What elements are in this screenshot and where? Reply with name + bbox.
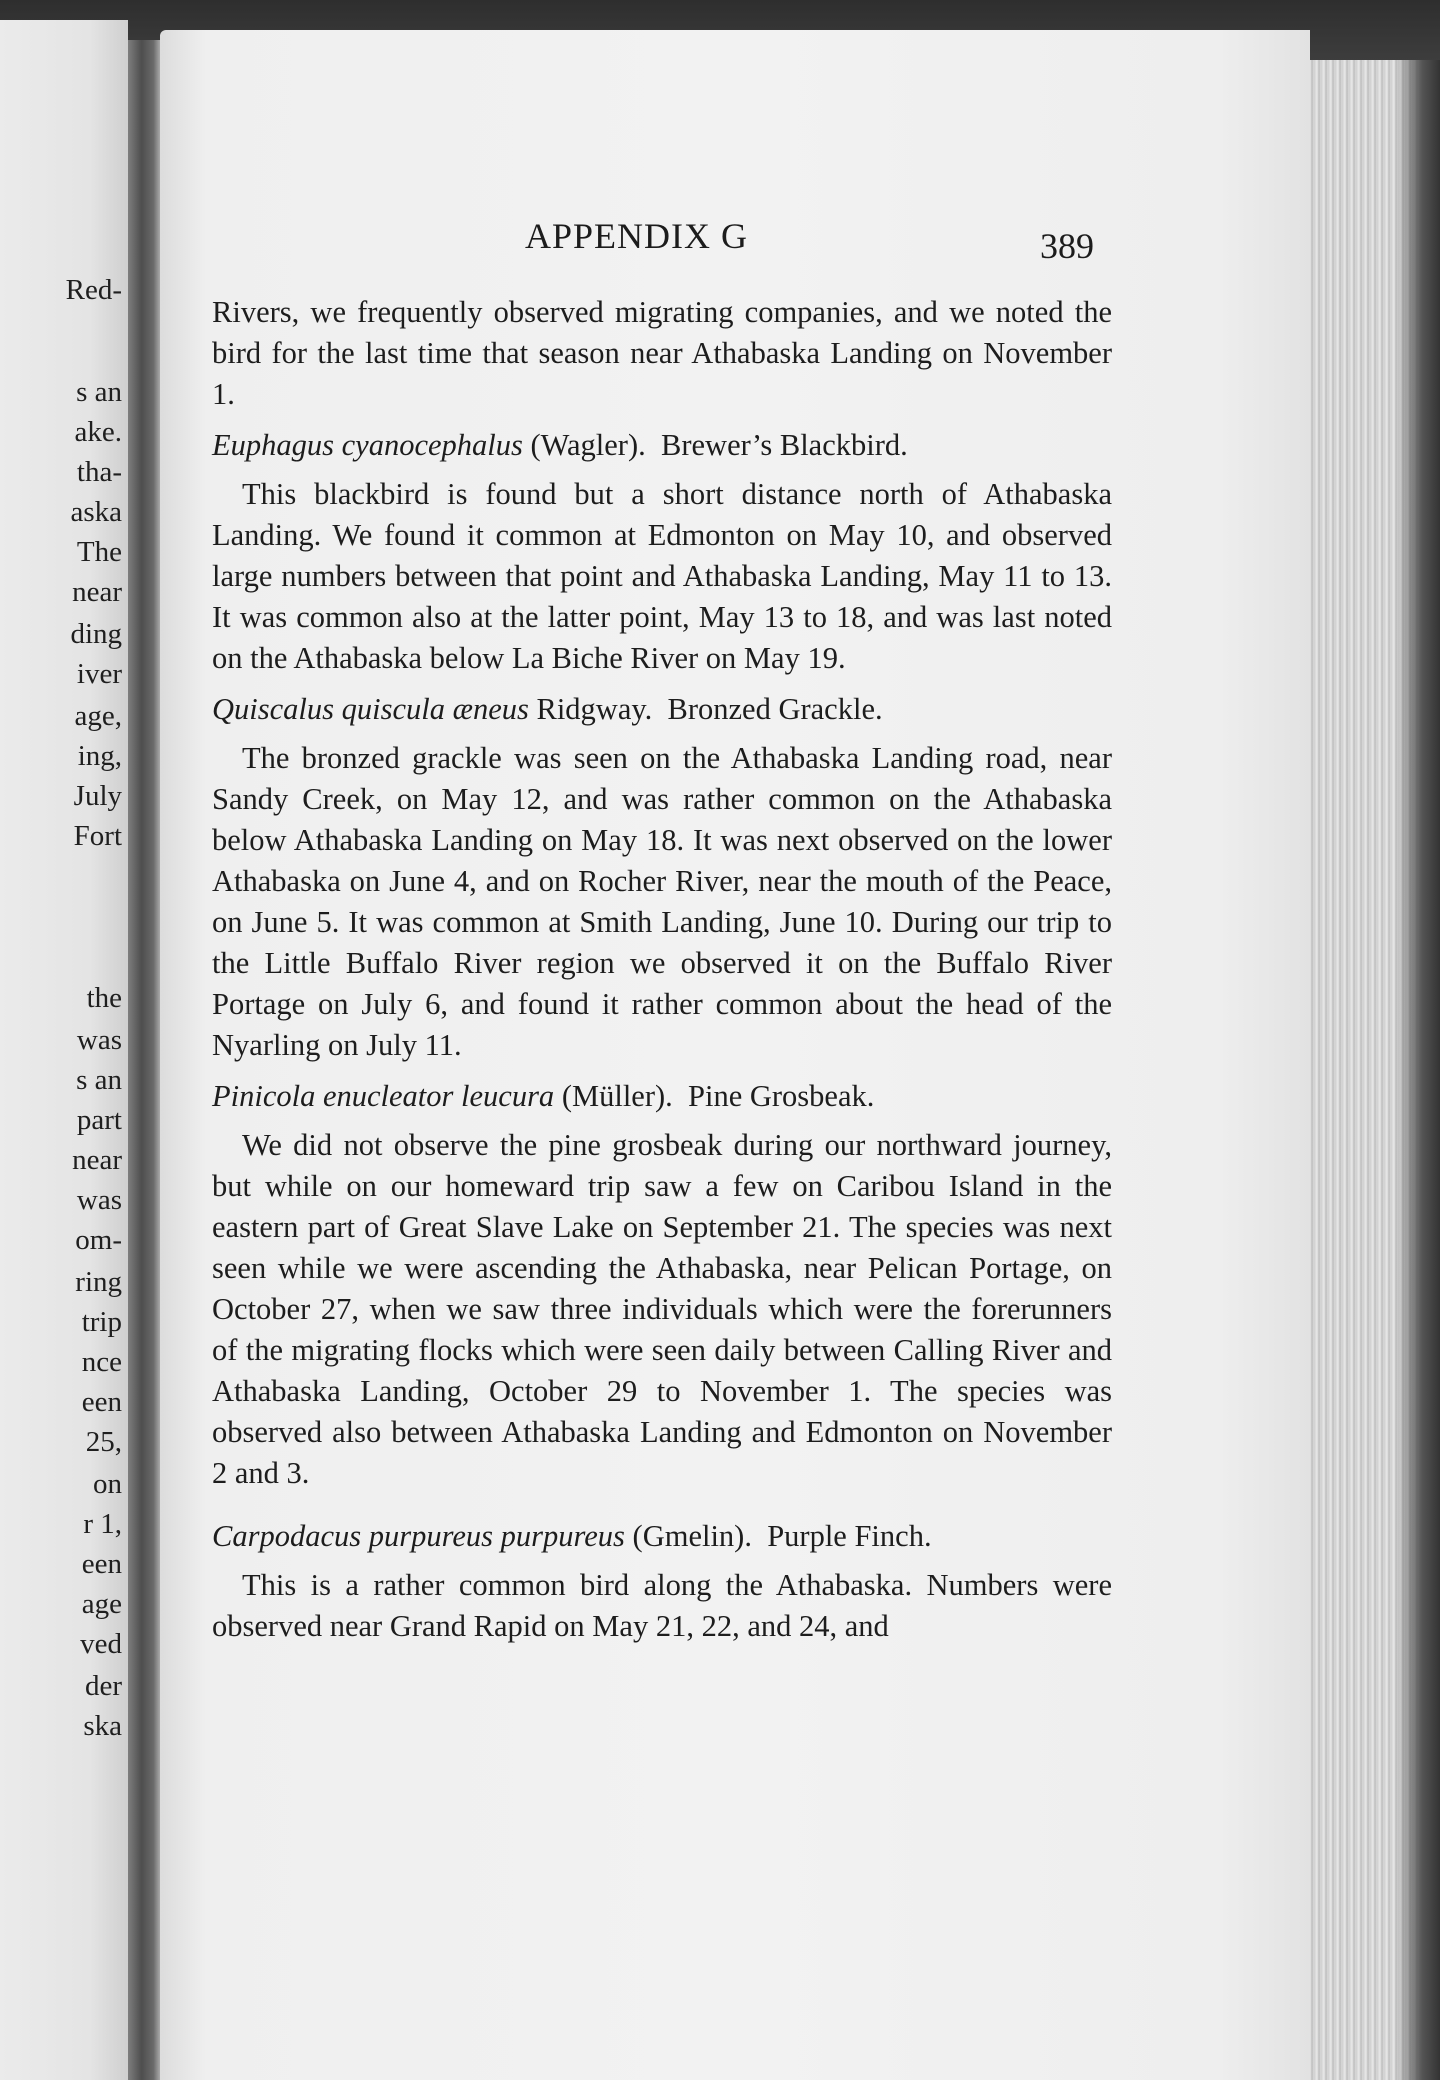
fragment-line: nce [81, 1346, 122, 1378]
page-edge-shadow [1395, 60, 1440, 2080]
fragment-line: ring [75, 1266, 122, 1298]
species-paragraph: This is a rather common bird along the Athabaska. Numbers were observed near Grand Rapid on May 21, 22, and 24, and [212, 1568, 1112, 1643]
fragment-line: r 1, [83, 1508, 122, 1540]
fragment-line: een [81, 1386, 122, 1418]
authority: (Gmelin). [632, 1519, 752, 1553]
fragment-line: The [76, 536, 122, 568]
species-heading [212, 689, 1112, 730]
common-name: Brewer’s Blackbird. [661, 428, 908, 462]
species-paragraph: We did not observe the pine grosbeak during our northward journey, but while on our homeward trip saw a few on Caribou Island in the eastern part of Great Slave Lake on September 21. The species was next seen while we were ascending the Athabaska, near Pelican Portage, on October 27, when we saw three individuals which were the forerunners of the migrating flocks which were seen daily between Calling River and Athabaska Landing, October 29 to November 1. The species was observed also between Athabaska Landing and Edmonton on November 2 and 3. [212, 1128, 1112, 1490]
fragment-line: near [72, 576, 122, 608]
fragment-line: der [84, 1670, 122, 1702]
scientific-name: Carpodacus purpureus purpureus [212, 1519, 625, 1553]
fragment-line: een [81, 1548, 122, 1580]
fragment-line: was [76, 1184, 122, 1216]
scientific-name: Euphagus cyanocephalus [212, 428, 523, 462]
fragment-line: near [72, 1144, 122, 1176]
running-head: APPENDIX G [525, 216, 749, 256]
fragment-line: iver [76, 658, 122, 690]
fragment-line: ing, [77, 740, 122, 772]
scientific-name: Pinicola enucleator leucura [212, 1079, 555, 1113]
authority: (Wagler). [530, 428, 646, 462]
species-heading [212, 1516, 1112, 1557]
fragment-line: ved [80, 1628, 122, 1660]
book-page [160, 30, 1310, 2080]
fragment-line: July [73, 780, 122, 812]
fragment-line: Red- [65, 274, 122, 306]
page-body [212, 292, 1112, 1647]
page-number: 389 [1040, 226, 1094, 266]
fragment-line: 25, [85, 1426, 122, 1458]
fragment-line: was [76, 1024, 122, 1056]
page-header [160, 215, 1310, 265]
fragment-line: age [81, 1588, 122, 1620]
fragment-line: trip [81, 1306, 122, 1338]
common-name: Bronzed Grackle. [667, 692, 883, 726]
fragment-line: ding [70, 618, 122, 650]
fragment-line: ska [83, 1710, 122, 1742]
authority: (Müller). [561, 1079, 673, 1113]
fragment-line: s an [76, 1064, 122, 1096]
species-heading [212, 425, 1112, 466]
fragment-line: part [76, 1104, 122, 1136]
fragment-line: tha- [76, 456, 122, 488]
book-gutter [128, 40, 162, 2080]
species-paragraph: The bronzed grackle was seen on the Athabaska Landing road, near Sandy Creek, on May 12, and was rather common on the Athabaska below Athabaska Landing on May 18. It was next observed on the lower Athabaska on June 4, and on Rocher River, near the mouth of the Peace, on June 5. It was common at Smith Landing, June 10. During our trip to the Little Buffalo River region we observed it on the Buffalo River Portage on July 6, and found it rather common about the head of the Nyarling on July 11. [212, 741, 1112, 1062]
facing-page-fragment [0, 20, 128, 2080]
fragment-line: ake. [74, 416, 122, 448]
fragment-line: Fort [73, 820, 122, 852]
fragment-line: s an [76, 376, 122, 408]
species-heading [212, 1076, 1112, 1117]
authority: Ridgway. [536, 692, 653, 726]
fragment-line: aska [70, 496, 122, 528]
scientific-name: Quiscalus quiscula æneus [212, 692, 529, 726]
fragment-line: the [86, 982, 122, 1014]
species-paragraph: This blackbird is found but a short distance north of Athabaska Landing. We found it common at Edmonton on May 10, and observed large numbers between that point and Athabaska Landing, May 11 to 13. It was common also at the latter point, May 13 to 18, and was last noted on the Athabaska below La Biche River on May 19. [212, 477, 1112, 675]
fragment-line: age, [74, 700, 122, 732]
fragment-line: om- [75, 1224, 122, 1256]
continued-paragraph: Rivers, we frequently observed migrating companies, and we noted the bird for the last time that season near Athabaska Landing on November 1. [212, 295, 1112, 411]
fragment-line: on [93, 1468, 122, 1500]
common-name: Purple Finch. [767, 1519, 932, 1553]
common-name: Pine Grosbeak. [688, 1079, 875, 1113]
